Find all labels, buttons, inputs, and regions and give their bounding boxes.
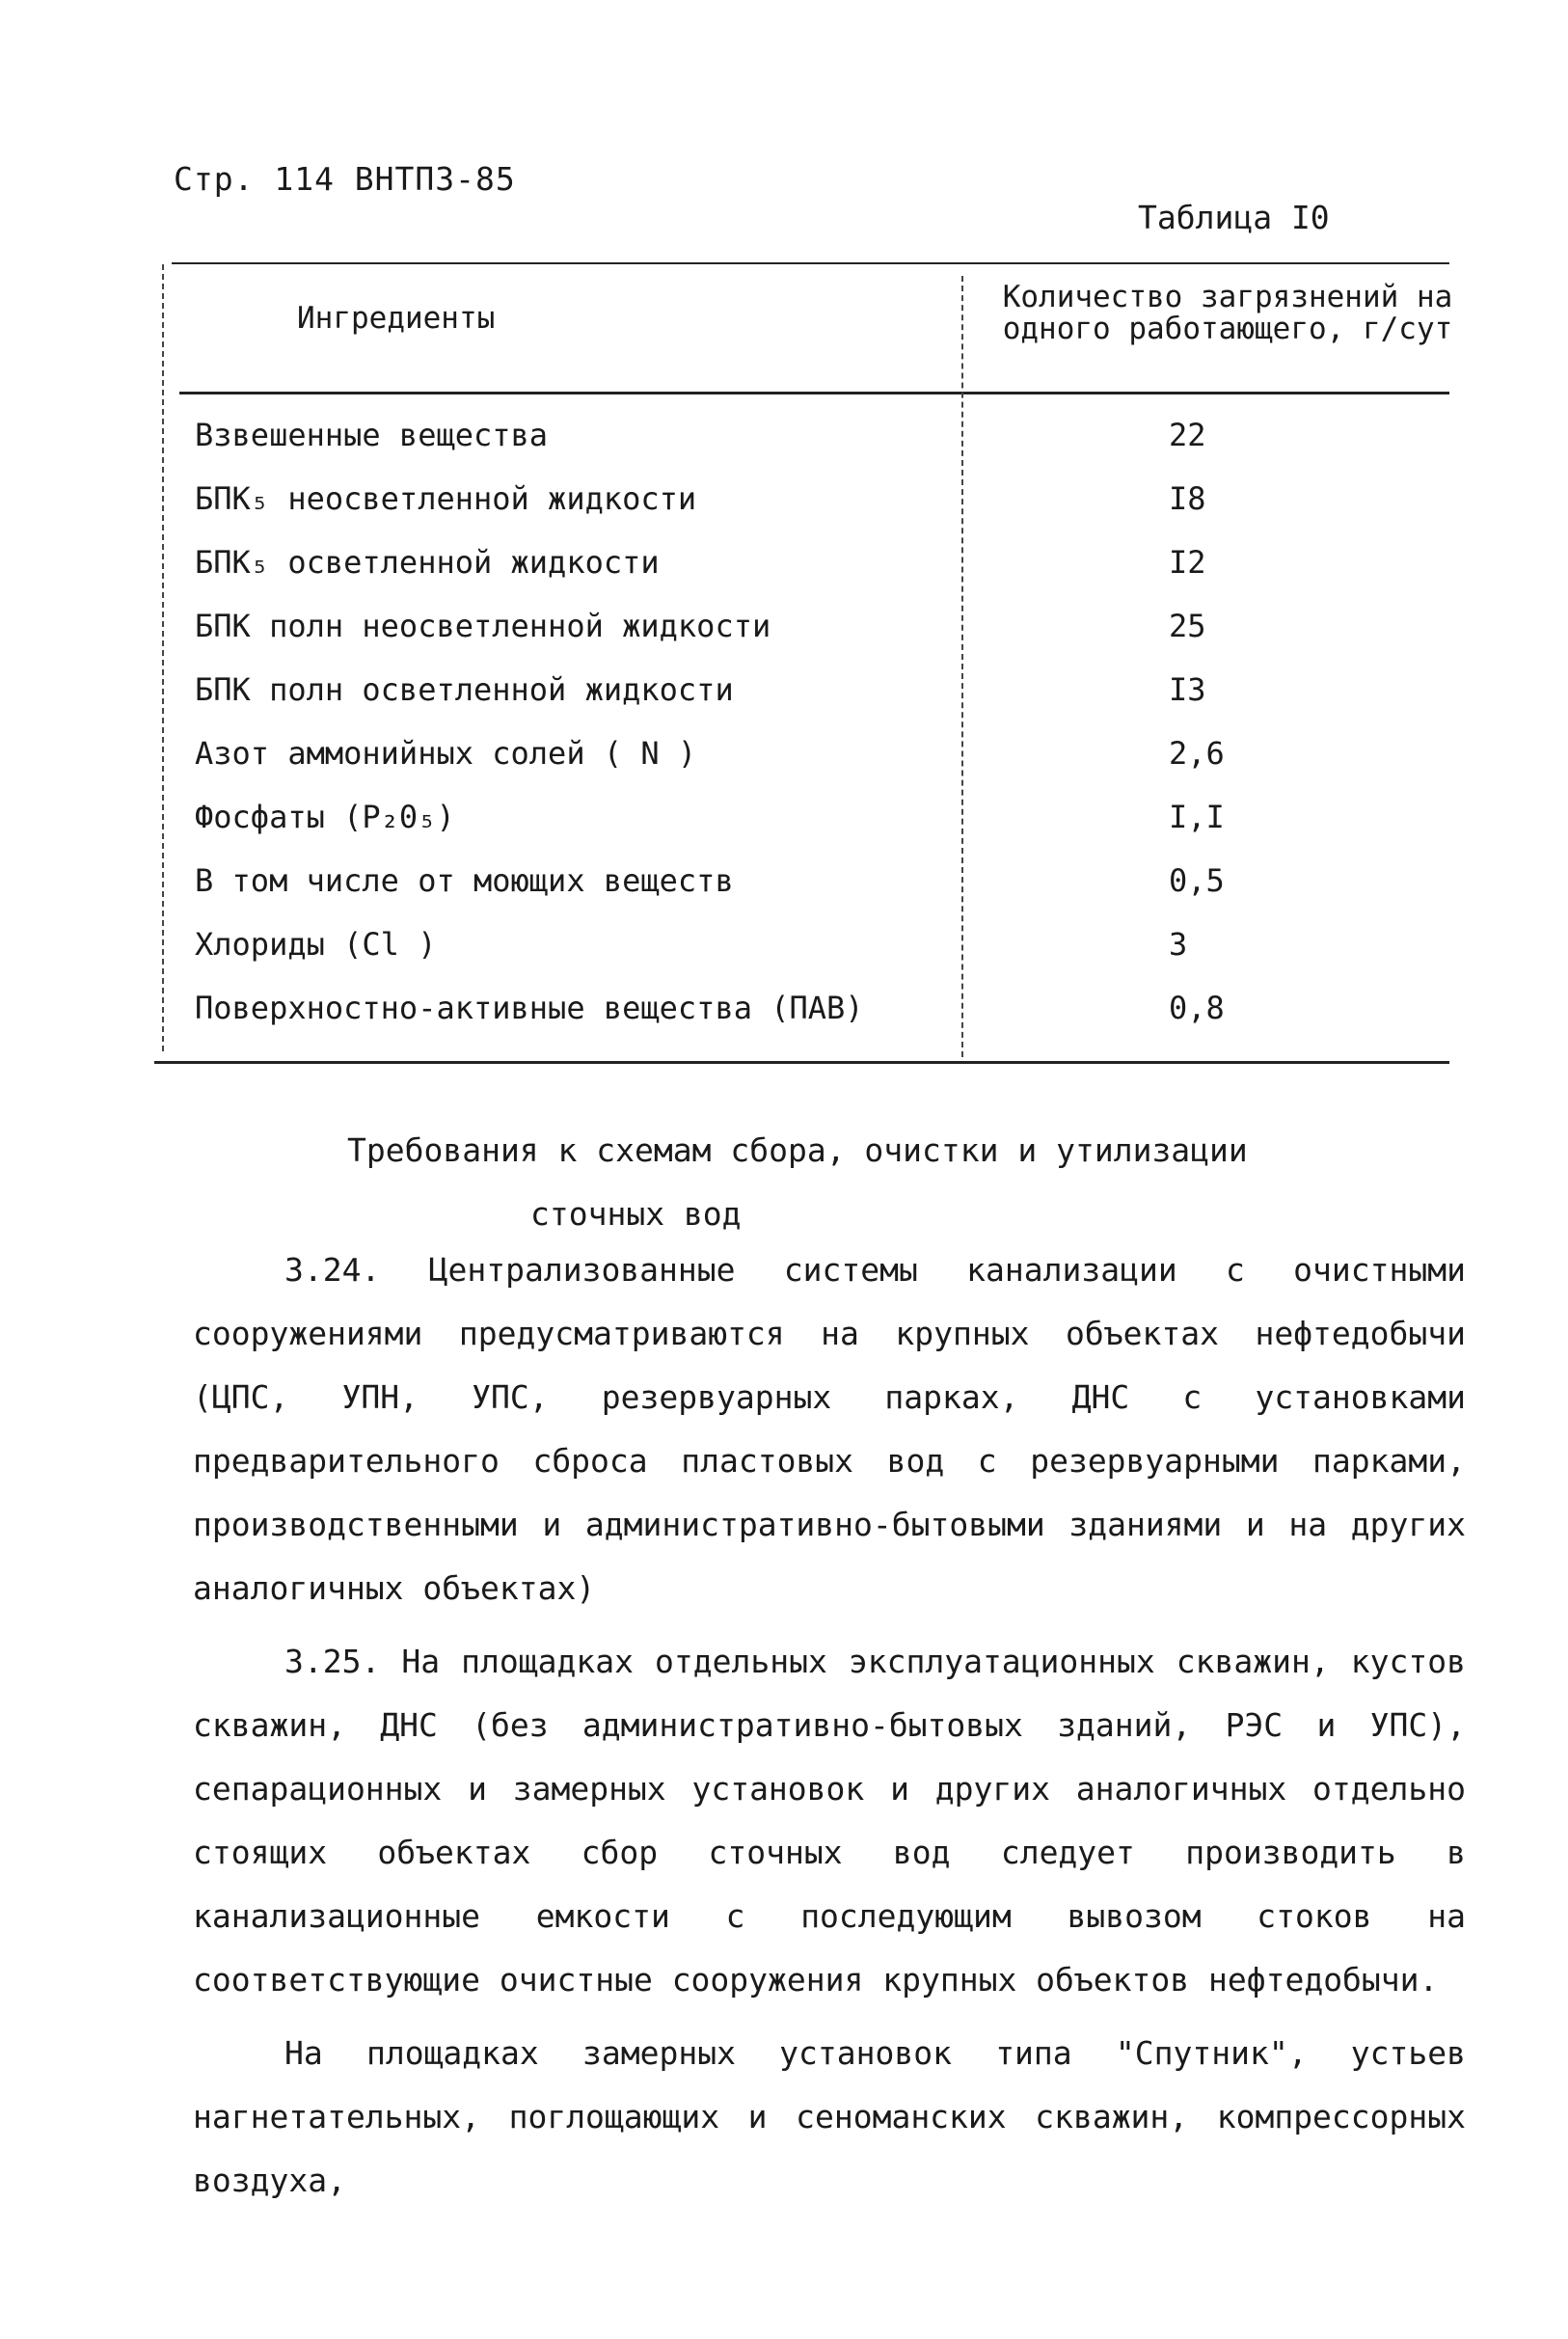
column-header-amount: Количество загрязнений на одного работающего, г/сут	[1002, 280, 1453, 346]
column-header-ingredients: Ингредиенты	[297, 301, 496, 336]
table-left-border	[162, 264, 164, 1051]
table-row	[195, 862, 1448, 926]
table-row	[195, 544, 1448, 608]
section-heading-line1: Требования к схемам сбора, очистки и утилизации	[347, 1131, 1248, 1169]
table-row	[195, 926, 1448, 990]
table-body	[195, 417, 1448, 1053]
paragraph-3-24: 3.24. Централизованные системы канализации с очистными сооружениями предусматриваются на крупных объектах нефтедобычи (ЦПС, УПН, УПС, резервуарных парках, ДНС с установками предварительного сброса пластовых вод с резервуарными парками, производственными и административно-бытовыми зданиями и на других аналогичных объектах)	[193, 1251, 1466, 1607]
ingredient-name: Фосфаты (P₂0₅)	[195, 799, 455, 835]
pollution-amount: 25	[1169, 608, 1206, 644]
ingredient-name: БПК₅ неосветленной жидкости	[195, 480, 697, 517]
ingredient-name: Поверхностно-активные вещества (ПАВ)	[195, 990, 864, 1026]
pollution-amount: 3	[1169, 926, 1188, 963]
ingredient-name: БПК полн неосветленной жидкости	[195, 608, 771, 644]
table-header-rule	[179, 392, 1449, 394]
table-row	[195, 671, 1448, 735]
pollution-amount: 0,5	[1169, 862, 1225, 899]
page-header: Стр. 114 ВНТП3-85	[174, 160, 516, 198]
body-text	[193, 1238, 1466, 2222]
paragraph-3-25: 3.25. На площадках отдельных эксплуатационных скважин, кустов скважин, ДНС (без административно-бытовых зданий, РЭС и УПС), сепарационных и замерных установок и других аналогичных отдельно стоящих объектах сбор сточных вод следует производить в канализационные емкости с последующим вывозом стоков на соответствующие очистные сооружения крупных объектов нефтедобычи.	[193, 1643, 1466, 1999]
ingredient-name: Взвешенные вещества	[195, 417, 549, 453]
table-bottom-rule	[154, 1061, 1449, 1064]
pollution-amount: I3	[1169, 671, 1206, 708]
pollution-amount: I,I	[1169, 799, 1225, 835]
table-row	[195, 417, 1448, 480]
table-row	[195, 735, 1448, 799]
ingredient-name: БПК₅ осветленной жидкости	[195, 544, 660, 581]
table-row	[195, 990, 1448, 1053]
table-row	[195, 480, 1448, 544]
pollutants-table	[162, 262, 1453, 1073]
ingredient-name: Азот аммонийных солей ( N )	[195, 735, 697, 772]
pollution-amount: 0,8	[1169, 990, 1225, 1026]
section-heading	[347, 1119, 1248, 1246]
pollution-amount: I8	[1169, 480, 1206, 517]
table-caption: Таблица I0	[1138, 199, 1330, 236]
pollution-amount: I2	[1169, 544, 1206, 581]
ingredient-name: В том числе от моющих веществ	[195, 862, 734, 899]
table-top-rule	[172, 262, 1449, 264]
pollution-amount: 2,6	[1169, 735, 1225, 772]
section-heading-line2: сточных вод	[530, 1195, 742, 1233]
ingredient-name: БПК полн осветленной жидкости	[195, 671, 734, 708]
paragraph-continuation: На площадках замерных установок типа "Спутник", устьев нагнетательных, поглощающих и сеноманских скважин, компрессорных воздуха,	[193, 2034, 1466, 2199]
pollution-amount: 22	[1169, 417, 1206, 453]
table-row	[195, 608, 1448, 671]
table-row	[195, 799, 1448, 862]
ingredient-name: Хлориды (Cl )	[195, 926, 437, 963]
